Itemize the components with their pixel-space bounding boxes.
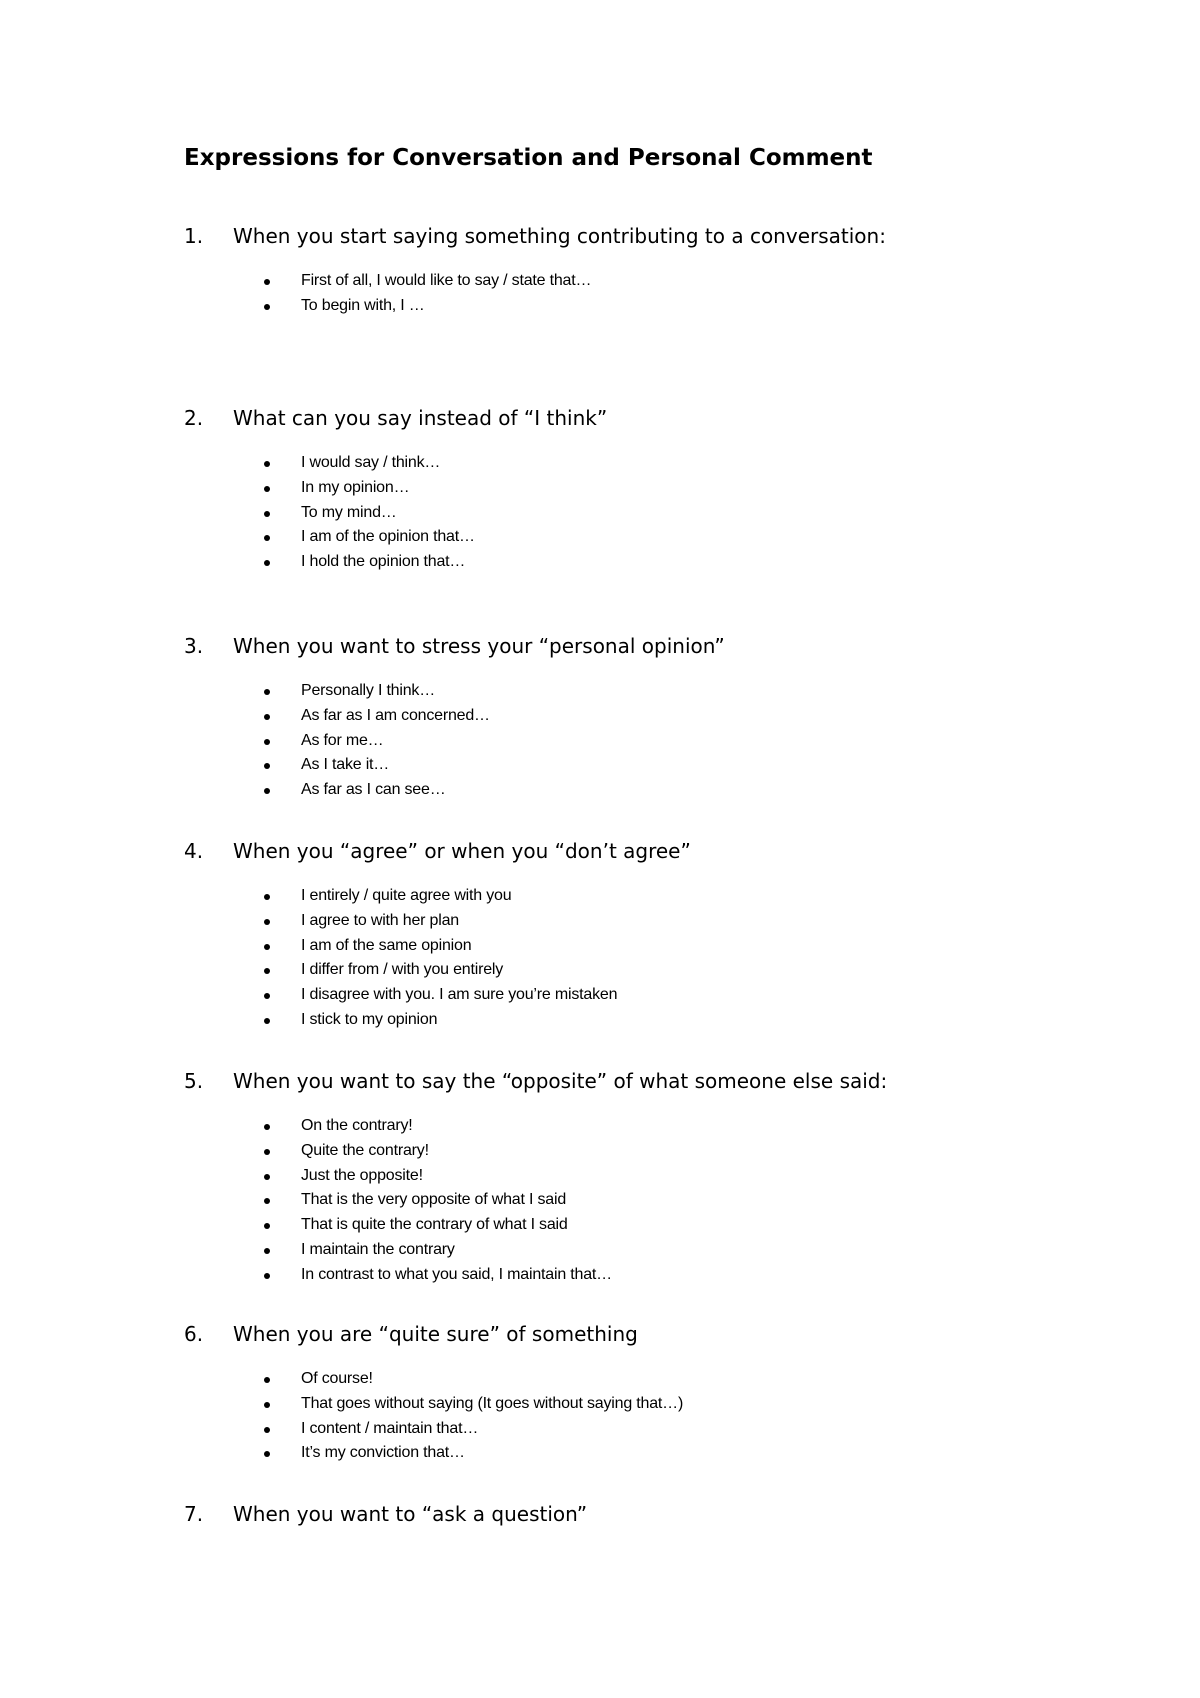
list-item: I stick to my opinion	[184, 1008, 1144, 1033]
bullet-icon	[264, 993, 270, 999]
bullet-icon	[264, 968, 270, 974]
list-item: Quite the contrary!	[184, 1139, 1144, 1164]
list-item: I differ from / with you entirely	[184, 958, 1144, 983]
expression-list	[184, 1367, 1144, 1466]
bullet-icon	[264, 788, 270, 794]
list-item: As I take it…	[184, 753, 1144, 778]
list-item: As far as I am concerned…	[184, 704, 1144, 729]
bullet-icon	[264, 535, 270, 541]
bullet-icon	[264, 1124, 270, 1130]
list-item: I maintain the contrary	[184, 1238, 1144, 1263]
section-heading-text: When you are “quite sure” of something	[233, 1322, 638, 1346]
list-item: I content / maintain that…	[184, 1417, 1144, 1442]
section-number: 6.	[184, 1322, 204, 1346]
bullet-icon	[264, 1427, 270, 1433]
section-4	[184, 836, 1144, 1033]
section-number: 7.	[184, 1502, 204, 1526]
section-heading-text: What can you say instead of “I think”	[233, 406, 608, 430]
bullet-icon	[264, 1018, 270, 1024]
section-heading	[184, 1499, 1144, 1529]
list-item: That is quite the contrary of what I said	[184, 1213, 1144, 1238]
section-7	[184, 1499, 1144, 1529]
list-item: That is the very opposite of what I said	[184, 1188, 1144, 1213]
bullet-icon	[264, 304, 270, 310]
bullet-icon	[264, 739, 270, 745]
list-item: I would say / think…	[184, 451, 1144, 476]
list-item: To my mind…	[184, 501, 1144, 526]
section-heading	[184, 221, 1144, 251]
list-item: First of all, I would like to say / state that…	[184, 269, 1144, 294]
bullet-icon	[264, 689, 270, 695]
list-item: It’s my conviction that…	[184, 1441, 1144, 1466]
list-item: To begin with, I …	[184, 294, 1144, 319]
expression-list	[184, 269, 1144, 319]
bullet-icon	[264, 1377, 270, 1383]
section-heading-text: When you “agree” or when you “don’t agree”	[233, 839, 691, 863]
section-6	[184, 1319, 1144, 1466]
list-item: That goes without saying (It goes without saying that…)	[184, 1392, 1144, 1417]
list-item: As far as I can see…	[184, 778, 1144, 803]
bullet-icon	[264, 919, 270, 925]
bullet-icon	[264, 486, 270, 492]
list-item: Personally I think…	[184, 679, 1144, 704]
section-2	[184, 403, 1144, 575]
list-item: As for me…	[184, 729, 1144, 754]
section-number: 5.	[184, 1069, 204, 1093]
bullet-icon	[264, 1273, 270, 1279]
list-item: On the contrary!	[184, 1114, 1144, 1139]
list-item: I am of the opinion that…	[184, 525, 1144, 550]
section-number: 4.	[184, 839, 204, 863]
bullet-icon	[264, 1451, 270, 1457]
document-title: Expressions for Conversation and Personal Comment	[184, 145, 873, 171]
section-number: 3.	[184, 634, 204, 658]
list-item: In my opinion…	[184, 476, 1144, 501]
expression-list	[184, 884, 1144, 1033]
bullet-icon	[264, 461, 270, 467]
bullet-icon	[264, 763, 270, 769]
list-item: I hold the opinion that…	[184, 550, 1144, 575]
bullet-icon	[264, 714, 270, 720]
section-heading	[184, 836, 1144, 866]
section-heading	[184, 631, 1144, 661]
section-5	[184, 1066, 1144, 1288]
bullet-icon	[264, 1248, 270, 1254]
section-heading	[184, 403, 1144, 433]
bullet-icon	[264, 511, 270, 517]
section-number: 2.	[184, 406, 204, 430]
bullet-icon	[264, 1198, 270, 1204]
list-item: I agree to with her plan	[184, 909, 1144, 934]
expression-list	[184, 1114, 1144, 1288]
bullet-icon	[264, 944, 270, 950]
section-1	[184, 221, 1144, 319]
section-heading-text: When you want to stress your “personal opinion”	[233, 634, 725, 658]
section-heading	[184, 1066, 1144, 1096]
list-item: In contrast to what you said, I maintain that…	[184, 1263, 1144, 1288]
section-heading-text: When you want to “ask a question”	[233, 1502, 588, 1526]
bullet-icon	[264, 1223, 270, 1229]
bullet-icon	[264, 560, 270, 566]
list-item: I entirely / quite agree with you	[184, 884, 1144, 909]
list-item: Of course!	[184, 1367, 1144, 1392]
bullet-icon	[264, 1402, 270, 1408]
expression-list	[184, 679, 1144, 803]
section-3	[184, 631, 1144, 803]
section-heading-text: When you want to say the “opposite” of what someone else said:	[233, 1069, 888, 1093]
section-heading	[184, 1319, 1144, 1349]
bullet-icon	[264, 1174, 270, 1180]
section-number: 1.	[184, 224, 204, 248]
bullet-icon	[264, 279, 270, 285]
expression-list	[184, 451, 1144, 575]
list-item: I am of the same opinion	[184, 934, 1144, 959]
section-heading-text: When you start saying something contributing to a conversation:	[233, 224, 886, 248]
list-item: I disagree with you. I am sure you’re mistaken	[184, 983, 1144, 1008]
bullet-icon	[264, 894, 270, 900]
bullet-icon	[264, 1149, 270, 1155]
list-item: Just the opposite!	[184, 1164, 1144, 1189]
